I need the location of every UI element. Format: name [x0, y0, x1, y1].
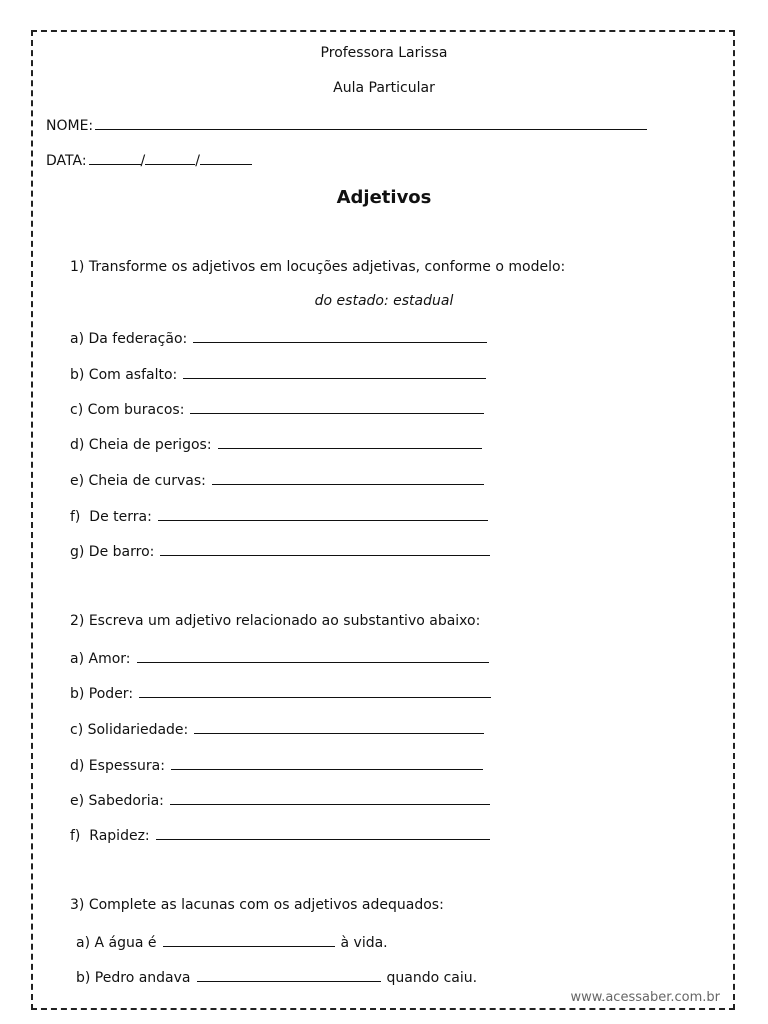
q3-item-before: b) Pedro andava [76, 970, 191, 986]
q2-prompt: 2) Escreva um adjetivo relacionado ao substantivo abaixo: [70, 613, 481, 629]
answer-blank[interactable] [193, 328, 487, 343]
answer-blank[interactable] [212, 470, 484, 485]
answer-blank[interactable] [139, 683, 491, 698]
page-title: Adjetivos [336, 187, 432, 208]
date-day-blank[interactable] [89, 150, 141, 165]
date-year-blank[interactable] [200, 150, 252, 165]
q3-item [76, 932, 388, 952]
answer-blank[interactable] [160, 541, 490, 556]
date-separator: / [140, 153, 146, 169]
date-field[interactable] [46, 150, 252, 170]
q3-prompt: 3) Complete as lacunas com os adjetivos adequados: [70, 897, 444, 913]
q1-model: do estado: estadual [314, 293, 454, 309]
date-label: DATA: [46, 153, 87, 169]
footer-watermark: www.acessaber.com.br [570, 990, 720, 1005]
answer-blank[interactable] [183, 364, 486, 379]
answer-blank[interactable] [137, 648, 489, 663]
q2-item [70, 790, 490, 810]
name-label: NOME: [46, 118, 94, 134]
name-blank[interactable] [95, 115, 647, 130]
q3-item-after: quando caiu. [386, 970, 478, 986]
answer-blank[interactable] [197, 967, 381, 982]
q1-item [70, 470, 484, 490]
answer-blank[interactable] [163, 932, 335, 947]
q2-item-label: a) Amor: [70, 651, 131, 667]
q2-item-label: c) Solidariedade: [70, 722, 189, 738]
q2-item-label: f) Rapidez: [70, 828, 150, 844]
date-separator: / [195, 153, 200, 169]
answer-blank[interactable] [194, 719, 484, 734]
answer-blank[interactable] [156, 825, 490, 840]
q1-item-label: f) De terra: [70, 509, 152, 525]
q1-item-label: g) De barro: [70, 544, 155, 560]
q2-item-label: d) Espessura: [70, 758, 165, 774]
lesson-subtitle: Aula Particular [333, 80, 435, 96]
name-field[interactable] [46, 115, 647, 135]
answer-blank[interactable] [171, 755, 483, 770]
q3-item-after: à vida. [340, 935, 388, 951]
q1-item [70, 541, 490, 561]
q1-item-label: e) Cheia de curvas: [70, 473, 206, 489]
q1-item [70, 364, 486, 384]
answer-blank[interactable] [158, 506, 488, 521]
q1-item [70, 434, 482, 454]
q1-item-label: d) Cheia de perigos: [70, 437, 212, 453]
q3-item-before: a) A água é [76, 935, 157, 951]
answer-blank[interactable] [218, 434, 482, 449]
q1-item-label: c) Com buracos: [70, 402, 185, 418]
q2-item [70, 755, 483, 775]
q1-item-label: a) Da federação: [70, 331, 188, 347]
q2-item [70, 648, 489, 668]
teacher-name: Professora Larissa [320, 45, 448, 61]
q1-item [70, 328, 487, 348]
date-month-blank[interactable] [145, 150, 195, 165]
q2-item [70, 683, 491, 703]
answer-blank[interactable] [170, 790, 490, 805]
answer-blank[interactable] [190, 399, 484, 414]
q1-item [70, 506, 488, 526]
q1-item [70, 399, 484, 419]
q2-item-label: b) Poder: [70, 686, 134, 702]
q2-item [70, 825, 490, 845]
q3-item [76, 967, 477, 987]
q1-prompt: 1) Transforme os adjetivos em locuções adjetivas, conforme o modelo: [70, 259, 566, 275]
q1-item-label: b) Com asfalto: [70, 367, 178, 383]
q2-item-label: e) Sabedoria: [70, 793, 164, 809]
q2-item [70, 719, 484, 739]
